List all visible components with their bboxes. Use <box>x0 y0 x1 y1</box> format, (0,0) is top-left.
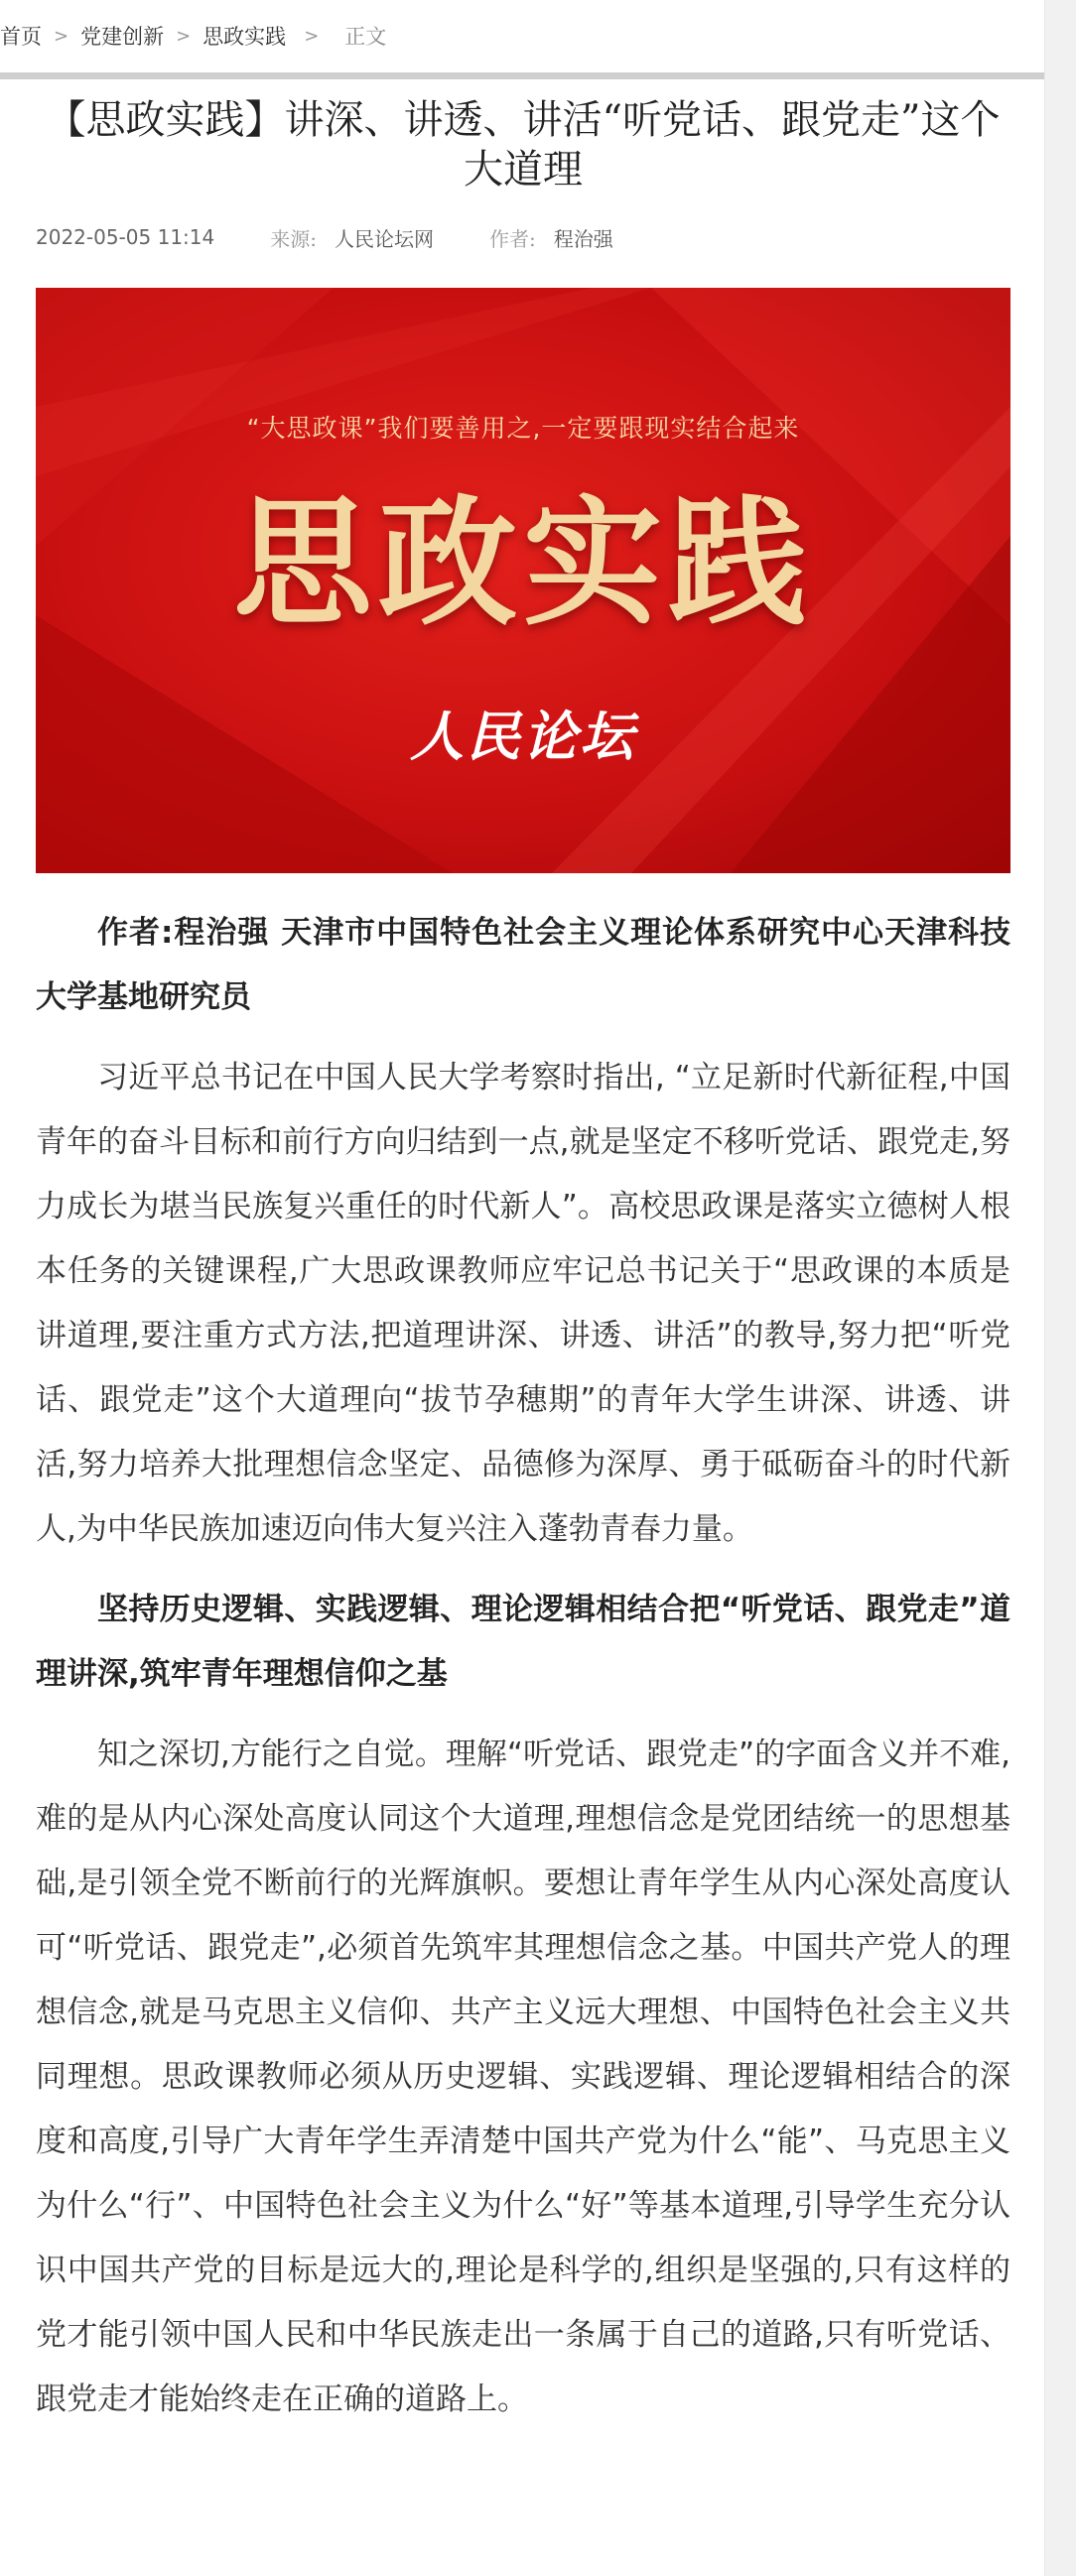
breadcrumb <box>0 18 386 54</box>
source-label: 来源: <box>270 226 317 251</box>
breadcrumb-home-link[interactable]: 首页 <box>0 25 42 49</box>
body-paragraph: 习近平总书记在中国人民大学考察时指出, “立足新时代新征程,中国青年的奋斗目标和前行方向归结到一点,就是坚定不移听党话、跟党走,努力成长为堪当民族复兴重任的时代新人”。高校思政课是落实立德树人根本任务的关键课程,广大思政课教师应牢记总书记关于“思政课的本质是讲道理,要注重方式方法,把道理讲深、讲透、讲活”的教导,努力把“听党话、跟党走”这个大道理向“拔节孕穗期”的青年大学生讲深、讲透、讲活,努力培养大批理想信念坚定、品德修为深厚、勇于砥砺奋斗的时代新人,为中华民族加速迈向伟大复兴注入蓬勃青春力量。 <box>36 1060 1010 1547</box>
chevron-right-icon: > <box>176 25 192 47</box>
breadcrumb-section-link[interactable]: 党建创新 <box>80 25 165 49</box>
source-name: 人民论坛网 <box>334 226 434 251</box>
page-scrollbar[interactable] <box>1044 0 1076 2576</box>
header-divider <box>0 72 1044 79</box>
body-paragraph: 知之深切,方能行之自觉。理解“听党话、跟党走”的字面含义并不难,难的是从内心深处高度认同这个大道理,理想信念是党团结统一的思想基础,是引领全党不断前行的光辉旗帜。要想让青年学生从内心深处高度认可“听党话、跟党走”,必须首先筑牢其理想信念之基。中国共产党人的理想信念,就是马克思主义信仰、共产主义远大理想、中国特色社会主义共同理想。思政课教师必须从历史逻辑、实践逻辑、理论逻辑相结合的深度和高度,引导广大青年学生弄清楚中国共产党为什么“能”、马克思主义为什么“行”、中国特色社会主义为什么“好”等基本道理,引导学生充分认识中国共产党的目标是远大的,理论是科学的,组织是坚强的,只有这样的党才能引领中国人民和中华民族走出一条属于自己的道路,只有听党话、跟党走才能始终走在正确的道路上。 <box>36 1737 1010 2417</box>
section-heading: 坚持历史逻辑、实践逻辑、理论逻辑相结合把“听党话、跟党走”道理讲深,筑牢青年理想信仰之基 <box>36 1592 1010 1692</box>
author-bio: 作者:程治强 天津市中国特色社会主义理论体系研究中心天津科技大学基地研究员 <box>36 915 1010 1015</box>
people-forum-logo: 人民论坛 <box>410 705 636 768</box>
article-body <box>36 901 1010 2448</box>
article-title: 【思政实践】讲深、讲透、讲活“听党话、跟党走”这个大道理 <box>46 97 1001 193</box>
chevron-right-icon: > <box>304 25 320 47</box>
article-meta <box>36 222 613 252</box>
article-banner-image <box>36 288 1010 873</box>
breadcrumb-current: 正文 <box>344 25 387 49</box>
banner-headline: 思政实践 <box>232 482 813 645</box>
banner-subtitle: “大思政课”我们要善用之,一定要跟现实结合起来 <box>246 414 800 443</box>
breadcrumb-channel-link[interactable]: 思政实践 <box>202 25 287 49</box>
author-name: 程治强 <box>553 226 613 251</box>
author-label: 作者: <box>488 226 536 251</box>
publish-date: 2022-05-05 11:14 <box>36 225 215 249</box>
chevron-right-icon: > <box>54 25 69 47</box>
